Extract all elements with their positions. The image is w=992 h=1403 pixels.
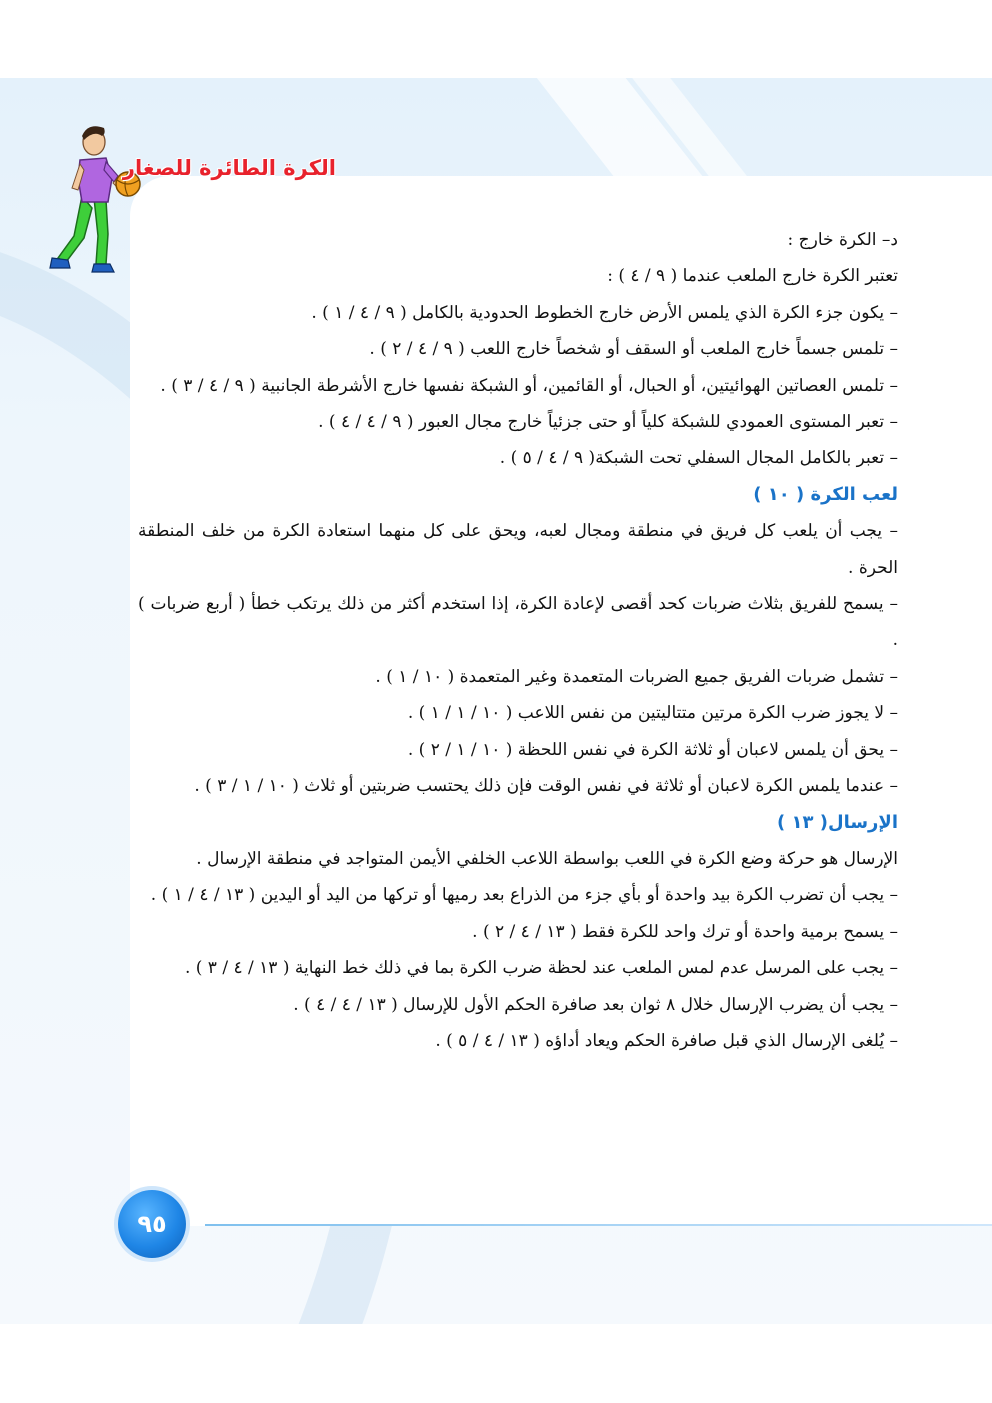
book-title: الكرة الطائرة للصغار	[122, 156, 336, 180]
paragraph: – يجب أن يضرب الإرسال خلال ٨ ثوان بعد صافرة الحكم الأول للإرسال ( ١٣ / ٤ / ٤ ) .	[293, 994, 898, 1015]
page-text	[138, 222, 898, 1059]
paragraph: – يجب على المرسل عدم لمس الملعب عند لحظة ضرب الكرة بما في ذلك خط النهاية ( ١٣ / ٤ / ٣ ) .	[184, 958, 898, 979]
paragraph: – يُلغى الإرسال الذي قبل صافرة الحكم ويعاد أداؤه ( ١٣ / ٤ / ٥ ) .	[435, 1030, 898, 1051]
footer-divider	[205, 1224, 992, 1226]
paragraph: – تعبر بالكامل المجال السفلي تحت الشبكة( ٩ / ٤ / ٥ ) .	[499, 448, 898, 469]
section-heading-serve: الإرسال( ١٣ )	[777, 811, 898, 833]
paragraph: – يحق أن يلمس لاعبان أو ثلاثة الكرة في نفس اللحظة ( ١٠ / ١ / ٢ ) .	[407, 739, 898, 760]
paragraph: تعتبر الكرة خارج الملعب عندما ( ٩ / ٤ ) :	[607, 266, 898, 287]
paragraph: – تلمس العصاتين الهوائيتين، أو الحبال، أو القائمين، أو الشبكة نفسها خارج الأشرطة الجانبية ( ٩ / ٤ / ٣ ) .	[160, 375, 898, 396]
paragraph: – يسمح برمية واحدة أو ترك واحد للكرة فقط ( ١٣ / ٤ / ٢ ) .	[472, 921, 898, 942]
page-number-badge: ٩٥	[118, 1190, 186, 1258]
paragraph: الإرسال هو حركة وضع الكرة في اللعب بواسطة اللاعب الخلفي الأيمن المتواجد في منطقة الإرسال .	[196, 848, 898, 869]
paragraph: – تلمس جسماً خارج الملعب أو السقف أو شخصاً خارج اللعب ( ٩ / ٤ / ٢ ) .	[369, 339, 898, 360]
paragraph: – يكون جزء الكرة الذي يلمس الأرض خارج الخطوط الحدودية بالكامل ( ٩ / ٤ / ١ ) .	[311, 302, 898, 323]
paragraph: – يجب أن يلعب كل فريق في منطقة ومجال لعبه، ويحق على كل منهما استعادة الكرة من خلف المنطقة الحرة .	[138, 521, 898, 578]
paragraph: – لا يجوز ضرب الكرة مرتين متتاليتين من نفس اللاعب ( ١٠ / ١ / ١ ) .	[407, 703, 898, 724]
paragraph: – عندما يلمس الكرة لاعبان أو ثلاثة في نفس الوقت فإن ذلك يحتسب ضربتين أو ثلاث ( ١٠ / ١ / ٣ ) .	[194, 776, 898, 797]
paragraph: – تشمل ضربات الفريق جميع الضربات المتعمدة وغير المتعمدة ( ١٠ / ١ ) .	[375, 666, 898, 687]
paragraph: د– الكرة خارج :	[787, 230, 898, 250]
paragraph: – يجب أن تضرب الكرة بيد واحدة أو بأي جزء من الذراع بعد رميها أو تركها من اليد أو اليدين ( ١٣ / ٤ / ١ ) .	[150, 885, 898, 906]
paragraph: – تعبر المستوى العمودي للشبكة كلياً أو حتى جزئياً خارج مجال العبور ( ٩ / ٤ / ٤ ) .	[318, 412, 898, 433]
paragraph: – يسمح للفريق بثلاث ضربات كحد أقصى لإعادة الكرة، إذا استخدم أكثر من ذلك يرتكب خطأ ( أربع ضربات ) .	[138, 594, 898, 651]
section-heading-play: لعب الكرة ( ١٠ )	[753, 483, 898, 505]
